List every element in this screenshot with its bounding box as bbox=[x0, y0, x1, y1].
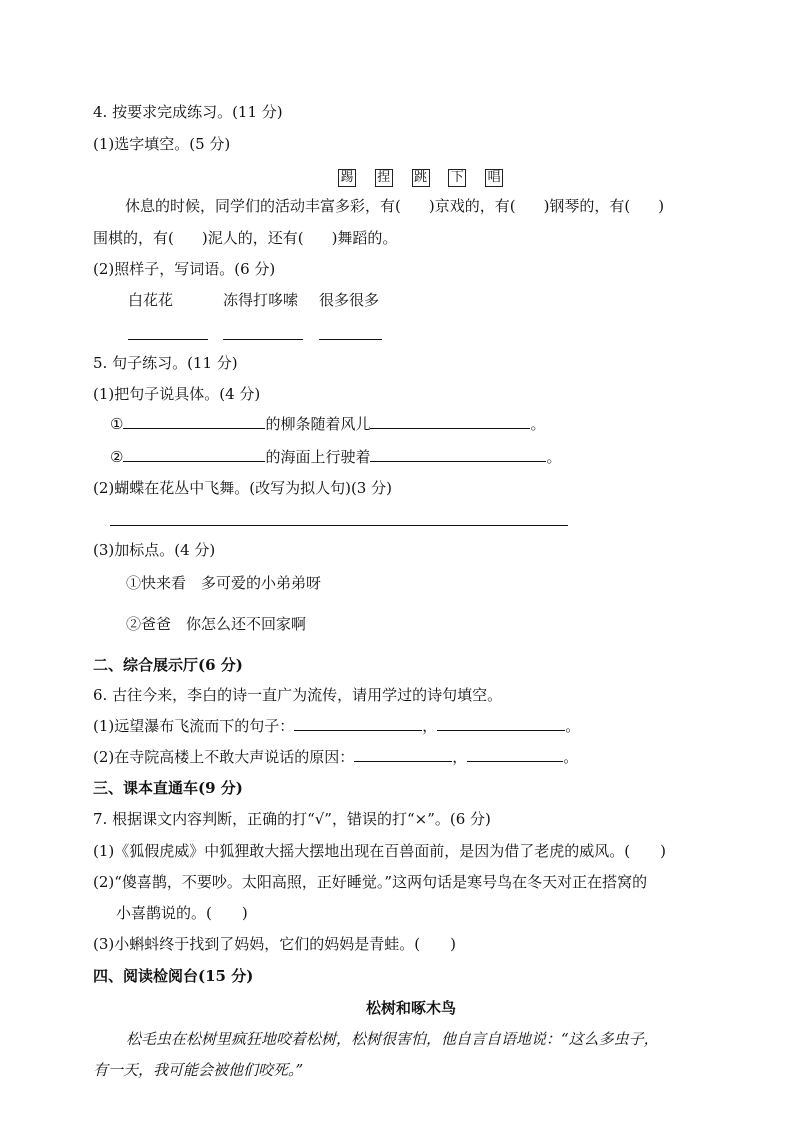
q5-sentence-2 bbox=[110, 447, 561, 467]
q7-item-2a: (2)“傻喜鹊，不要吵。太阳高照，正好睡觉。”这两句话是寒号鸟在冬天对正在搭窝的 bbox=[93, 873, 648, 891]
choice-row bbox=[338, 166, 517, 187]
answer-blank[interactable] bbox=[437, 716, 565, 731]
answer-line[interactable] bbox=[319, 339, 382, 340]
q5-sentence-1 bbox=[110, 414, 545, 434]
q4-title: 4. 按要求完成练习。(11 分) bbox=[93, 103, 283, 121]
answer-blank[interactable] bbox=[123, 414, 265, 429]
text: )钢琴的，有( bbox=[543, 197, 631, 215]
text: (1)远望瀑布飞流而下的句子： bbox=[93, 717, 295, 735]
text: (2)在寺院高楼上不敢大声说话的原因： bbox=[93, 748, 355, 766]
q6-item-2 bbox=[93, 747, 578, 767]
punct-item: ①快来看 多可爱的小弟弟呀 bbox=[126, 574, 322, 592]
answer-blank[interactable] bbox=[370, 447, 546, 462]
answer-line[interactable] bbox=[110, 525, 568, 526]
story-para-line1: 松毛虫在松树里疯狂地咬着松树，松树很害怕，他自言自语地说：“这么多虫子， bbox=[126, 1030, 659, 1048]
answer-blank[interactable] bbox=[294, 716, 422, 731]
story-para-line2: 有一天，我可能会被他们咬死。” bbox=[93, 1061, 304, 1079]
q5-sub2: (2)蝴蝶在花丛中飞舞。(改写为拟人句)(3 分) bbox=[93, 479, 392, 497]
q7-title: 7. 根据课文内容判断，正确的打“√”，错误的打“×”。(6 分) bbox=[93, 810, 491, 828]
example-word: 冻得打哆嗦 bbox=[223, 291, 299, 309]
example-word: 很多很多 bbox=[319, 291, 380, 309]
text: ， bbox=[422, 717, 438, 735]
choice-char: 唱 bbox=[485, 169, 503, 187]
answer-line[interactable] bbox=[223, 339, 303, 340]
text: ， bbox=[452, 748, 468, 766]
text: ) bbox=[658, 197, 665, 215]
text: 。 bbox=[530, 415, 546, 433]
answer-line[interactable] bbox=[128, 339, 208, 340]
q4-fill-line1 bbox=[125, 196, 664, 216]
text: )泥人的，还有( bbox=[201, 229, 304, 247]
text: ② bbox=[110, 448, 124, 466]
choice-char: 捏 bbox=[375, 169, 393, 187]
q4-sub2: (2)照样子，写词语。(6 分) bbox=[93, 260, 276, 278]
text: )京戏的，有( bbox=[428, 197, 516, 215]
q6-item-1 bbox=[93, 716, 580, 736]
answer-blank[interactable] bbox=[467, 747, 563, 762]
text: 的海面上行驶着 bbox=[265, 448, 371, 466]
text: 围棋的，有( bbox=[93, 229, 174, 247]
text: 休息的时候，同学们的活动丰富多彩，有( bbox=[125, 197, 401, 215]
section-2-title: 二、综合展示厅(6 分) bbox=[93, 656, 243, 674]
text: 的柳条随着风儿 bbox=[265, 415, 371, 433]
q4-fill-line2 bbox=[93, 228, 397, 248]
answer-blank[interactable] bbox=[123, 447, 265, 462]
punct-item: ②爸爸 你怎么还不回家啊 bbox=[126, 615, 307, 633]
text: ① bbox=[110, 415, 124, 433]
q7-item-2b: 小喜鹊说的。( ) bbox=[116, 904, 248, 922]
choice-char: 下 bbox=[448, 169, 466, 187]
q5-sub1: (1)把句子说具体。(4 分) bbox=[93, 385, 261, 403]
q4-sub1: (1)选字填空。(5 分) bbox=[93, 135, 231, 153]
q5-title: 5. 句子练习。(11 分) bbox=[93, 354, 238, 372]
q5-sub3: (3)加标点。(4 分) bbox=[93, 541, 216, 559]
answer-blank[interactable] bbox=[370, 414, 530, 429]
text: 。 bbox=[563, 748, 579, 766]
story-title: 松树和啄木鸟 bbox=[366, 999, 457, 1017]
text: 。 bbox=[546, 448, 562, 466]
q7-item-3: (3)小蝌蚪终于找到了妈妈，它们的妈妈是青蛙。( ) bbox=[93, 935, 456, 953]
q7-item-1: (1)《狐假虎威》中狐狸敢大摇大摆地出现在百兽面前，是因为借了老虎的威风。( ) bbox=[93, 842, 666, 860]
q6-title: 6. 古往今来，李白的诗一直广为流传，请用学过的诗句填空。 bbox=[93, 686, 503, 704]
answer-blank[interactable] bbox=[354, 747, 452, 762]
text: 。 bbox=[565, 717, 581, 735]
choice-char: 跳 bbox=[412, 169, 430, 187]
section-3-title: 三、课本直通车(9 分) bbox=[93, 779, 243, 797]
section-4-title: 四、阅读检阅台(15 分) bbox=[93, 967, 254, 985]
choice-char: 踢 bbox=[338, 169, 356, 187]
text: )舞蹈的。 bbox=[331, 229, 398, 247]
example-word: 白花花 bbox=[128, 291, 174, 309]
